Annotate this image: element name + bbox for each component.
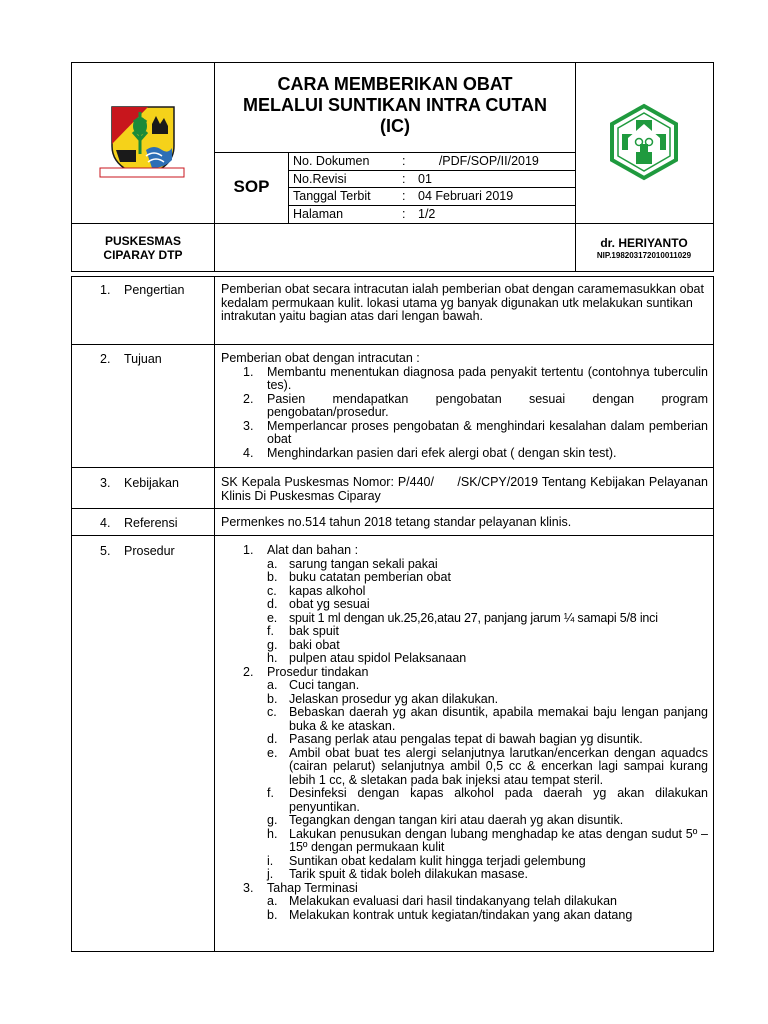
sub-marker: e. (267, 610, 278, 625)
sub-text: spuit 1 ml dengan uk.25,26,atau 27, panjang jarum ¼ samapi 5/8 inci (289, 610, 658, 625)
sub-text: baki obat (289, 637, 340, 652)
list-marker: 2. (243, 664, 254, 679)
sub-item (221, 652, 708, 666)
sub-text: Bebaskan daerah yg akan disuntik, apabila memakai baju lengan panjang buka & ke ataskan. (289, 705, 708, 733)
document-title (215, 74, 575, 137)
section-number: 3. (100, 476, 111, 490)
sub-item (221, 639, 708, 653)
list-marker: 1. (243, 543, 254, 557)
sub-item (221, 706, 708, 733)
list-marker: 3. (243, 418, 254, 433)
sub-marker: b. (267, 907, 278, 922)
title-line: CARA MEMBERIKAN OBAT (277, 74, 513, 94)
list-text: Menghindarkan pasien dari efek alergi obat ( dengan skin test). (267, 445, 617, 460)
sub-item (221, 828, 708, 855)
list-text: Alat dan bahan : (267, 543, 359, 557)
meta-key: Tanggal Terbit (293, 189, 371, 203)
sub-text: Melakukan evaluasi dari hasil tindakanyang telah dilakukan (289, 894, 617, 908)
sub-marker: d. (267, 597, 278, 611)
sub-item (221, 747, 708, 788)
sub-marker: j. (267, 867, 274, 881)
sub-marker: c. (267, 705, 277, 719)
sub-text: pulpen atau spidol Pelaksanaan (289, 651, 467, 665)
meta-value: 04 Februari 2019 (418, 189, 514, 203)
sub-item (221, 598, 708, 612)
list-text: Tahap Terminasi (267, 880, 358, 895)
section-number: 2. (100, 352, 111, 366)
section-number: 4. (100, 516, 111, 530)
sub-item (221, 625, 708, 639)
sub-marker: f. (267, 624, 274, 638)
sub-item (221, 585, 708, 599)
list-item (221, 666, 708, 680)
sub-marker: g. (267, 813, 278, 827)
list-text: Prosedur tindakan (267, 664, 369, 679)
sub-text: bak spuit (289, 624, 340, 638)
sub-item (221, 855, 708, 869)
org-line: CIPARAY DTP (103, 248, 183, 262)
title-line: MELALUI SUNTIKAN INTRA CUTAN (243, 95, 547, 115)
meta-key: No. Dokumen (293, 154, 370, 168)
list-text: Memperlancar proses pengobatan & menghindari kesalahan dalam pemberian obat (267, 418, 708, 446)
sub-text: Melakukan kontrak untuk kegiatan/tindakan yang akan datang (289, 907, 633, 922)
regency-crest-icon (96, 104, 188, 184)
meta-value: 1/2 (418, 207, 436, 221)
sub-item (221, 733, 708, 747)
sub-text: Ambil obat buat tes alergi selanjutnya larutkan/encerkan dengan aquadcs (cairan pelarut) selanjutnya ambil 0,5 cc & encerkan lagi sampai kurang lebih 1 cc, & sletakan pada bak injeksi atau tempat steril. (289, 745, 708, 787)
sub-text: buku catatan pemberian obat (289, 570, 451, 584)
sub-marker: b. (267, 570, 278, 584)
sub-marker: a. (267, 678, 278, 692)
sub-text: Pasang perlak atau pengalas tepat di bawah bagian yg disuntik. (289, 732, 643, 746)
section-label: Referensi (124, 516, 178, 530)
row-divider (71, 344, 714, 345)
meta-value: /PDF/SOP/II/2019 (418, 154, 539, 168)
list-marker: 4. (243, 445, 254, 460)
row-divider (71, 535, 714, 536)
sub-text: Tegangkan dengan tangan kiri atau daerah yg akan disuntik. (289, 813, 624, 827)
sub-marker: e. (267, 745, 278, 760)
list-marker: 1. (243, 364, 254, 379)
meta-sep: : (402, 207, 406, 221)
sub-item (221, 679, 708, 693)
sub-text: Desinfeksi dengan kapas alkohol pada daerah yg akan dilakukan penyuntikan. (289, 786, 708, 814)
list-text: Pasien mendapatkan pengobatan sesuai dengan program pengobatan/prosedur. (267, 391, 708, 419)
sub-item (221, 612, 708, 626)
sub-marker: g. (267, 637, 278, 652)
section-number: 1. (100, 283, 111, 297)
sub-marker: a. (267, 894, 278, 908)
sub-item (221, 909, 708, 923)
sub-item (221, 895, 708, 909)
organization-name (72, 234, 214, 262)
section-text: Permenkes no.514 tahun 2018 tetang standar pelayanan klinis. (221, 515, 572, 529)
sub-marker: a. (267, 556, 278, 571)
column-divider (214, 276, 215, 952)
meta-sep: : (402, 172, 406, 186)
sub-marker: d. (267, 732, 278, 746)
list-marker: 3. (243, 880, 254, 895)
sub-item (221, 814, 708, 828)
sub-item (221, 693, 708, 707)
section-body (221, 544, 708, 922)
sub-item (221, 787, 708, 814)
row-divider (71, 467, 714, 468)
list-marker: 2. (243, 391, 254, 406)
sub-text: kapas alkohol (289, 583, 366, 598)
header-divider (71, 223, 714, 224)
section-label: Prosedur (124, 544, 175, 558)
section-label: Tujuan (124, 352, 162, 366)
sub-text: sarung tangan sekali pakai (289, 556, 438, 571)
signer-nip: NIP.198203172010011029 (596, 251, 692, 260)
meta-value: 01 (418, 172, 432, 186)
meta-key: No.Revisi (293, 172, 347, 186)
section-intro: Pemberian obat dengan intracutan : (221, 351, 420, 365)
sub-item (221, 868, 708, 882)
signer-block (576, 236, 712, 262)
section-label: Pengertian (124, 283, 185, 297)
row-divider (71, 508, 714, 509)
section-label: Kebijakan (124, 476, 179, 490)
list-item (221, 420, 708, 447)
signer-name: dr. HERIYANTO (600, 236, 688, 250)
list-item (221, 882, 708, 896)
puskesmas-logo-icon (604, 102, 684, 182)
sop-label: SOP (233, 177, 270, 196)
sub-text: obat yg sesuai (289, 597, 370, 611)
sub-marker: h. (267, 826, 278, 841)
sub-item (221, 571, 708, 585)
section-text: Pemberian obat secara intracutan ialah pemberian obat dengan caramemasukkan obat kedalam permukaan kulit. lokasi utama yg banyak digunakan utk melakukan suntikan intrakutan yaitu bagian atas dari lengan bawah. (221, 282, 704, 323)
sub-marker: b. (267, 691, 278, 706)
meta-key: Halaman (293, 207, 344, 221)
sub-marker: f. (267, 786, 274, 800)
list-item (221, 393, 708, 420)
list-text: Membantu menentukan diagnosa pada penyakit tertentu (contohnya tuberculin tes). (267, 364, 708, 392)
sub-text: Jelaskan prosedur yg akan dilakukan. (289, 691, 499, 706)
sub-text: Suntikan obat kedalam kulit hingga terjadi gelembung (289, 853, 586, 868)
section-body (221, 352, 708, 460)
sub-text: Tarik spuit & tidak boleh dilakukan masase. (289, 867, 529, 881)
sub-marker: h. (267, 651, 278, 665)
meta-sep: : (402, 154, 406, 168)
sub-marker: c. (267, 583, 277, 598)
sub-text: Lakukan penusukan dengan lubang menghadap ke atas dengan sudut 5º – 15º dengan permukaan kulit (289, 826, 708, 854)
list-item (221, 544, 708, 558)
title-line: (IC) (380, 116, 410, 136)
meta-sep: : (402, 189, 406, 203)
org-line: PUSKESMAS (104, 234, 181, 248)
sub-text: Cuci tangan. (289, 678, 360, 692)
section-number: 5. (100, 544, 111, 558)
sub-marker: i. (267, 853, 274, 868)
section-text: SK Kepala Puskesmas Nomor: P/440/ /SK/CPY/2019 Tentang Kebijakan Pelayanan Klinis Di Puskesmas Ciparay (221, 475, 712, 503)
list-item (221, 447, 708, 461)
list-item (221, 366, 708, 393)
sub-item (221, 558, 708, 572)
